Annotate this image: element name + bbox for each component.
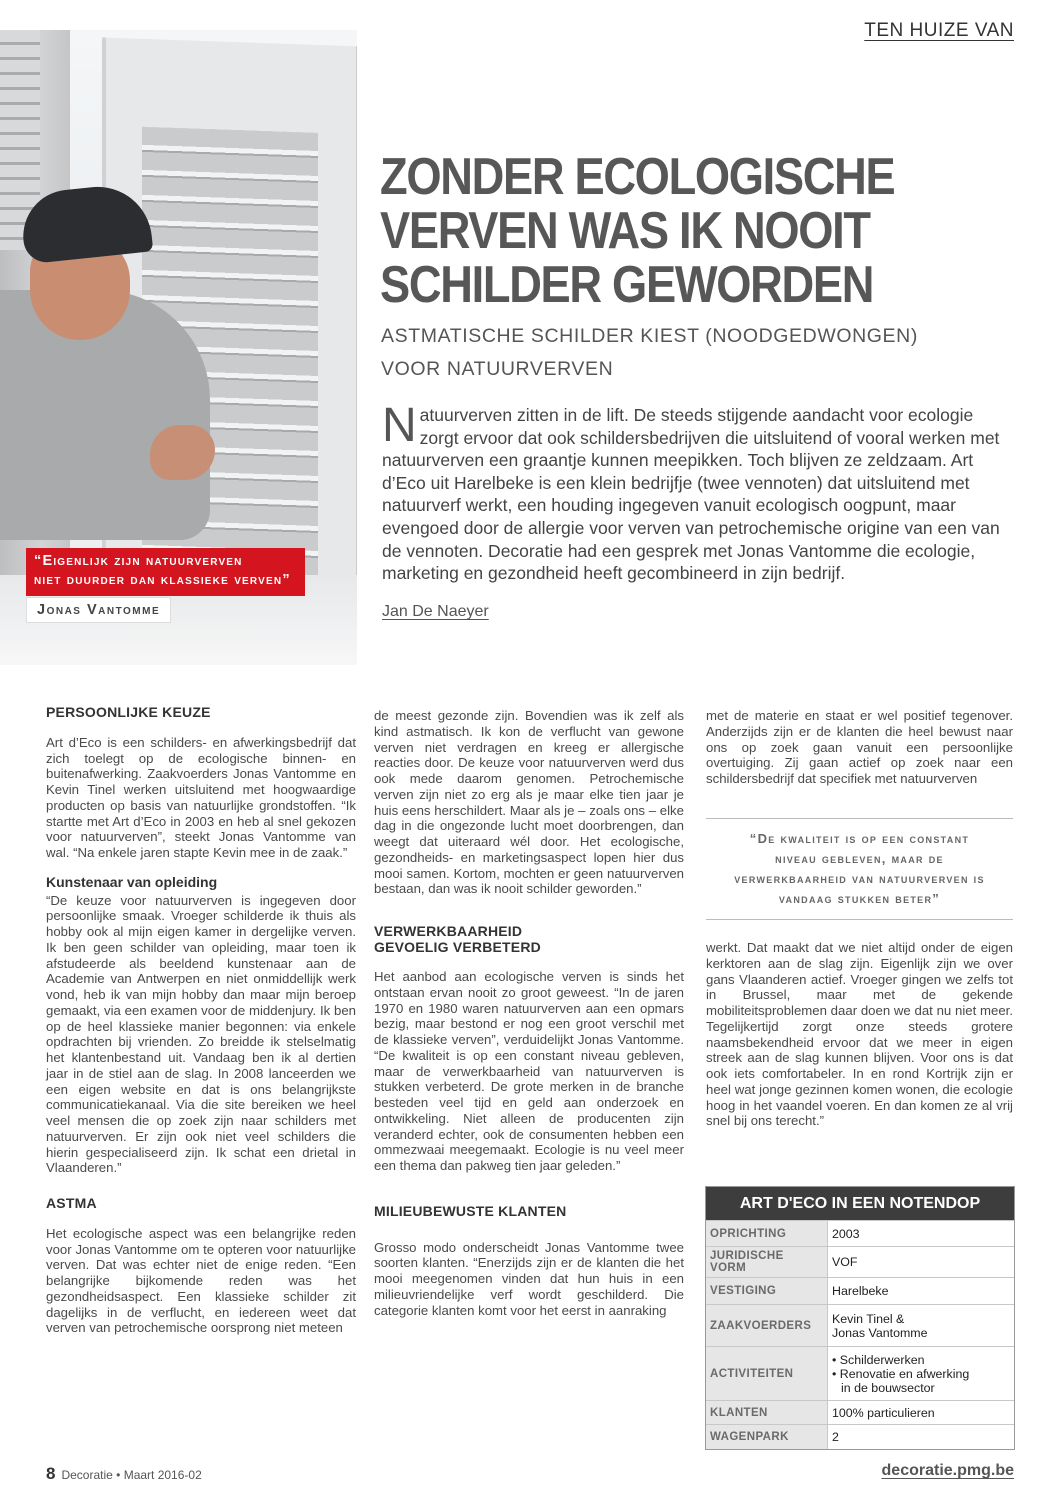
table-row (706, 1278, 1014, 1305)
paragraph: Art d’Eco is een schilders- en afwerkingsbedrijf dat zich toelegt op de ecologische binnen- en buitenafwerking. Zaakvoerders Jonas Vantomme en Kevin Tinel werken uitsluitend met hoogwaardige producten op basis van natuurlijke grondstoffen. “Ik startte met Art d’Eco in 2003 en heb al snel gekozen voor natuurverven”, steekt Jonas Vantomme van wal. “Na enkele jaren stapte Kevin mee in de zaak.” (46, 734, 356, 860)
pull-quote-line3: verwerkbaarheid van natuurverven is (734, 871, 985, 886)
subheading-kunstenaar: Kunstenaar van opleiding (46, 873, 218, 890)
fact-value-line: in de bouwsector (841, 1380, 935, 1395)
column-3-continued (706, 940, 1013, 1139)
table-row (706, 1247, 1014, 1278)
paragraph: “De keuze voor natuurverven is ingegeven door persoonlijke smaak. Vroeger schilderde ik thuis als hobby ook al mijn eigen kamer in dergelijke verven. Ik ben geen schilder van opleiding, maar toen ik afstudeerde als beeldend kunstenaar aan de Academie van Antwerpen en niet onmiddellijk werk vond, heb ik van mijn hobby dan maar mijn beroep gemaakt, via een examen voor de middenjury. Ik ben op de heel klassieke manier begonnen: via enkele opdrachten bij vrienden. Zo breidde ik stelselmatig het klantenbestand uit. Vandaag ben ik al dertien jaar in de stiel aan de slag. In 2008 lanceerden we een eigen website en dat is ons belangrijkste communicatiekanaal. Via die site bereiken we heel veel mensen die op zoek zijn naar schilders met natuurverven. Er zijn ook niet veel schilders die hierin gespecialiseerd zijn. Ik schat een drietal in Vlaanderen.” (46, 892, 356, 1176)
table-row (706, 1347, 1014, 1401)
fact-value: 2003 (828, 1221, 1015, 1247)
paragraph: de meest gezonde zijn. Bovendien was ik zelf als kind astmatisch. Ik kon de verflucht van gewone verven niet verdragen en kreeg er allergische reacties door. De keuze voor natuurverven werd dus ook mede daarom genomen. Petrochemische verven zijn niet zo erg als je maar elke tien jaar je huis eens herschildert. Maar als je – zoals ons – elke dag in die ongezonde lucht moet doorbrengen, dan weegt dat uiteraard wél door. Het ecologische, gezondheids- en marketingsaspect lopen hier dus mooi samen. Kortom, mochten er geen natuurverven bestaan, dan was ik nooit schilder geworden.” (374, 708, 684, 897)
article-intro (382, 399, 1012, 585)
title-line3: SCHILDER GEWORDEN (380, 256, 874, 314)
pull-quote-line2: niveau gebleven, maar de (775, 851, 944, 866)
website-link[interactable]: decoratie.pmg.be (881, 1462, 1014, 1479)
fact-value: Harelbeke (828, 1278, 1015, 1305)
fact-value (828, 1347, 1015, 1401)
fact-label: JURIDISCHE VORM (706, 1247, 828, 1278)
fact-value: 2 (828, 1425, 1015, 1449)
subtitle-line1: ASTMATISCHE SCHILDER KIEST (NOODGEDWONGEN) (381, 325, 918, 347)
paragraph: Grosso modo onderscheidt Jonas Vantomme twee soorten klanten. “Enerzijds zijn er de klanten die het mooi meegenomen vinden dat hun huis in een milieuvriendelijke verf wordt geschilderd. Die categorie klanten komt voor het eerst in aanraking (374, 1239, 684, 1318)
heading-milieubewuste-klanten: MILIEUBEWUSTE KLANTEN (374, 1202, 567, 1219)
table-row (706, 1305, 1014, 1347)
fact-value (828, 1305, 1015, 1347)
column-2 (374, 708, 684, 1328)
table-row (706, 1221, 1014, 1247)
fact-label: ACTIVITEITEN (706, 1347, 828, 1401)
paragraph: met de materie en staat er wel positief tegenover. Anderzijds zijn er de klanten die heel bewust naar ons op zoek gaan vanuit een persoonlijke overtuiging. Zij gaan actief op zoek naar een schildersbedrijf dat specifiek met natuurverven (706, 708, 1013, 786)
page-number: 8 (46, 1464, 56, 1483)
fact-label: OPRICHTING (706, 1221, 828, 1247)
title-line2: VERVEN WAS IK NOOIT (380, 202, 870, 260)
subtitle-line2: VOOR NATUURVERVEN (381, 358, 614, 380)
article-title (380, 150, 937, 312)
pull-quote (706, 818, 1013, 920)
paragraph: werkt. Dat maakt dat we niet altijd onder de eigen kerktoren aan de slag zijn. Eigenlijk zijn we over gans Vlaanderen actief. Vroeger gingen we zelfs tot in Brussel, maar met de gekende mobiliteitsproblemen daar doen we dat nu niet meer. Tegelijkertijd zorgt onze steeds grotere naamsbekendheid ervoor dat we meer in eigen streek aan de slag kunnen blijven. Voor ons is dat ook iets comfortabeler. In en rond Kortrijk zijn er heel wat jonge gezinnen komen wonen, die ecologie hoog in het vaandel voeren. En dan komen ze al vrij snel bij ons terecht.” (706, 940, 1013, 1129)
fact-table (706, 1220, 1014, 1449)
fact-value-line: • Renovatie en afwerking (832, 1366, 970, 1381)
column-1 (46, 705, 356, 1346)
photo-quote-line2: niet duurder dan klassieke verven” (34, 572, 291, 588)
article-subtitle (381, 320, 1021, 386)
heading-verwerkbaarheid (374, 923, 684, 955)
photo-person-hand (150, 425, 215, 480)
table-row (706, 1425, 1014, 1449)
heading-persoonlijke-keuze: PERSOONLIJKE KEUZE (46, 704, 211, 720)
pull-quote-line4: vandaag stukken beter” (778, 891, 941, 906)
fact-value-line: Jonas Vantomme (832, 1325, 928, 1340)
magazine-issue: Decoratie • Maart 2016-02 (61, 1468, 202, 1482)
section-label: TEN HUIZE VAN (864, 20, 1014, 41)
table-row (706, 1401, 1014, 1425)
paragraph: Het ecologische aspect was een belangrijke reden voor Jonas Vantomme om te opteren voor natuurlijke verven. Dat was echter niet de enige reden. “Een belangrijke bijkomende reden was het gezondheidsaspect. Een klassieke schilder zit dagelijks in de verflucht, en iedereen weet dat verven van petrochemische oorsprong niet meteen (46, 1225, 356, 1336)
fact-label: WAGENPARK (706, 1425, 828, 1449)
footer-left (46, 1464, 202, 1484)
title-line1: ZONDER ECOLOGISCHE (380, 148, 895, 206)
photo-quote-line1: “Eigenlijk zijn natuurverven (34, 553, 243, 569)
fact-label: ZAAKVOERDERS (706, 1305, 828, 1347)
fact-box (705, 1186, 1015, 1450)
photo-quote-name: Jonas Vantomme (26, 597, 171, 623)
fact-box-title: ART D'ECO IN EEN NOTENDOP (706, 1187, 1014, 1220)
fact-value-line: • Schilderwerken (832, 1352, 925, 1367)
heading-astma: ASTMA (46, 1195, 97, 1211)
pull-quote-line1: “De kwaliteit is op een constant (749, 831, 970, 846)
fact-value: 100% particulieren (828, 1401, 1015, 1425)
photo-quote (26, 548, 305, 596)
intro-text: atuurverven zitten in de lift. De steeds stijgende aandacht voor ecologie zorgt ervoor dat ook schildersbedrijven die uitsluitend of vooral werken met natuurverven een graantje kunnen meepikken. Toch blijven ze zeldzaam. Art d’Eco uit Harelbeke is een klein bedrijfje (twee vennoten) dat uitsluitend met natuurverf werkt, een houding ingegeven vanuit ecologisch oogpunt, maar evengoed door de allergie voor verven van petrochemische origine van een van de vennoten. Decoratie had een gesprek met Jonas Vantomme die ecologie, marketing en gezondheid heeft gecombineerd in zijn bedrijf. (382, 405, 1000, 584)
heading-verwerkbaarheid-line2: GEVOELIG VERBETERD (374, 939, 541, 955)
column-3 (706, 708, 1013, 797)
paragraph: Het aanbod aan ecologische verven is sinds het ontstaan ervan nooit zo groot geweest. “In de jaren 1970 en 1980 waren natuurverven aan een opmars bezig, maar bestond er nog een groot verschil met de klassieke verven”, verduidelijkt Jonas Vantomme. “De kwaliteit is op een constant niveau gebleven, maar de verwerkbaarheid van natuurverven is stukken verbeterd. De grote merken in de branche besteden veel tijd en geld aan onderzoek en ontwikkeling. Niet alleen de producenten zijn veranderd echter, ook de consumenten hebben een ommezwaai meegemaakt. Ecologie is nu veel meer een thema dan pakweg tien jaar geleden.” (374, 969, 684, 1173)
fact-label: KLANTEN (706, 1401, 828, 1425)
fact-value-line: Kevin Tinel & (832, 1311, 905, 1326)
heading-verwerkbaarheid-line1: VERWERKBAARHEID (374, 923, 523, 939)
intro-dropcap: N (382, 399, 417, 452)
fact-label: VESTIGING (706, 1278, 828, 1305)
author-byline: Jan De Naeyer (382, 603, 489, 620)
fact-value: VOF (828, 1247, 1015, 1278)
